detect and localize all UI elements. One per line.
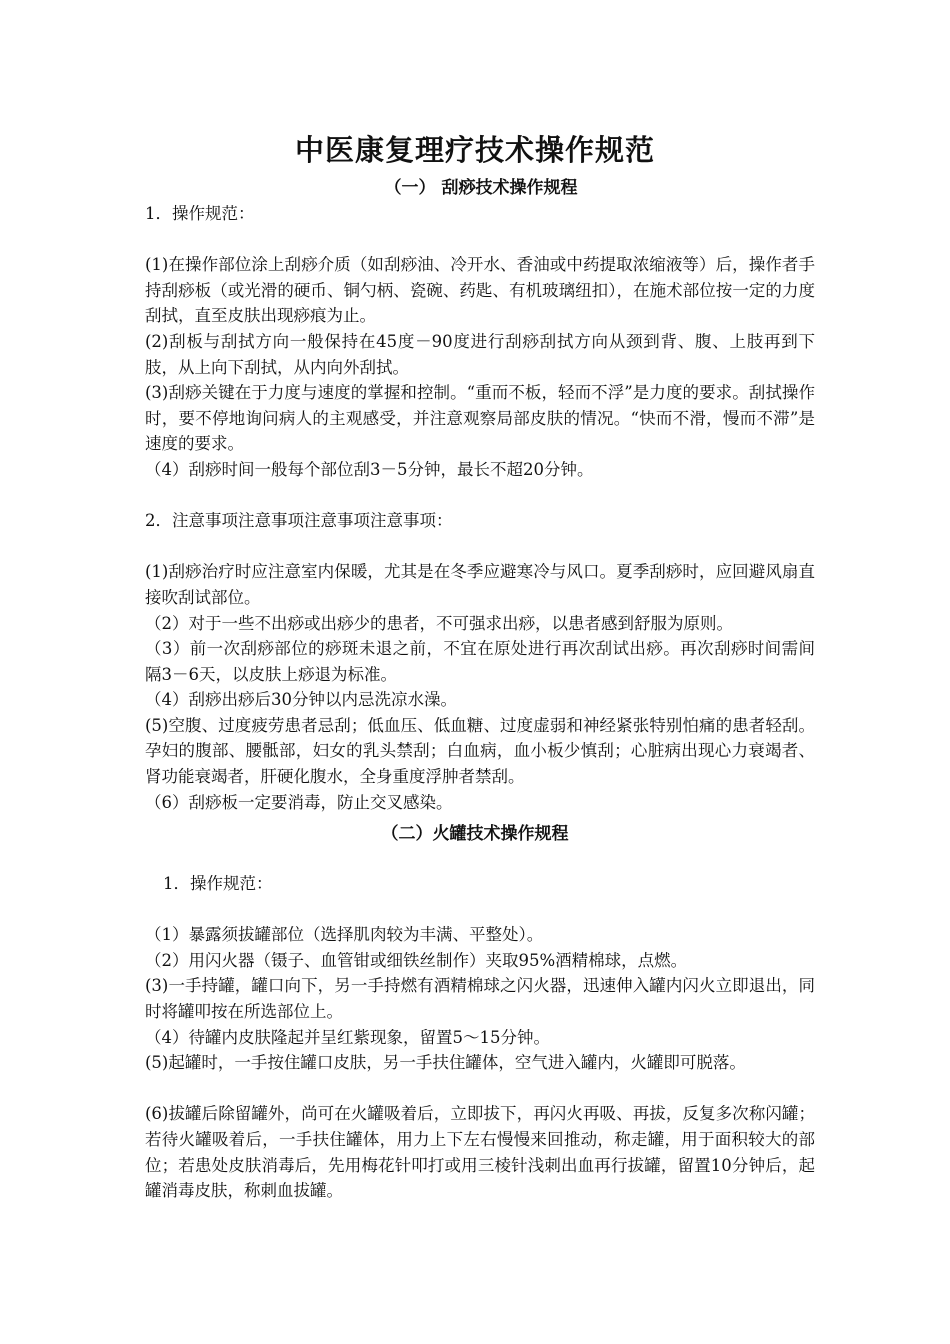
section-1-heading-operation: 1．操作规范： [145, 204, 255, 223]
section-1-item-1: (1)在操作部位涂上刮痧介质（如刮痧油、冷开水、香油或中药提取浓缩液等）后，操作者手持刮痧板（或光滑的硬币、铜勺柄、瓷碗、药匙、有机玻璃纽扣），在施术部位按一定的力度刮拭，直至皮肤出现痧痕为止。 [145, 255, 815, 326]
section-2-title: （二）火罐技术操作规程 [381, 824, 569, 844]
section-2-body [145, 871, 815, 1204]
section-2-heading-operation: 1．操作规范： [163, 874, 273, 893]
section-2-item-4: （4）待罐内皮肤隆起并呈红紫现象，留置5～15分钟。 [145, 1027, 550, 1047]
section-2-item-2: （2）用闪火器（镊子、血管钳或细铁丝制作）夹取95%酒精棉球，点燃。 [145, 950, 688, 970]
section-2-item-5: (5)起罐时，一手按住罐口皮肤，另一手扶住罐体，空气进入罐内，火罐即可脱落。 [145, 1053, 746, 1073]
section-1-item-3: (3)刮痧关键在于力度与速度的掌握和控制。“重而不板，轻而不浮”是力度的要求。刮拭操作时，要不停地询问病人的主观感受，并注意观察局部皮肤的情况。“快而不滑，慢而不滞”是速度的要求。 [145, 383, 815, 454]
document-title: 中医康复理疗技术操作规范 [294, 133, 655, 167]
section-1-item-4: （4）刮痧时间一般每个部位刮3－5分钟，最长不超20分钟。 [145, 459, 594, 479]
section-1-precaution-6: （6）刮痧板一定要消毒，防止交叉感染。 [145, 792, 453, 812]
section-2-item-3: (3)一手持罐，罐口向下，另一手持燃有酒精棉球之闪火器，迅速伸入罐内闪火立即退出，同时将罐叩按在所选部位上。 [145, 976, 815, 1021]
section-1-item-2: (2)刮板与刮拭方向一般保持在45度－90度进行刮痧刮拭方向从颈到背、腹、上肢再到下肢，从上向下刮拭，从内向外刮拭。 [145, 331, 815, 377]
section-1-precaution-5: (5)空腹、过度疲劳患者忌刮；低血压、低血糖、过度虚弱和神经紧张特别怕痛的患者轻刮。孕妇的腹部、腰骶部，妇女的乳头禁刮；白血病，血小板少慎刮；心脏病出现心力衰竭者、肾功能衰竭者，肝硬化腹水，全身重度浮肿者禁刮。 [145, 715, 815, 787]
section-1-precaution-3: （3）前一次刮痧部位的痧斑未退之前，不宜在原处进行再次刮试出痧。再次刮痧时间需间隔3－6天，以皮肤上痧退为标准。 [145, 639, 815, 684]
section-1-precaution-2: （2）对于一些不出痧或出痧少的患者，不可强求出痧，以患者感到舒服为原则。 [145, 613, 733, 633]
section-1-body [145, 201, 815, 815]
section-2-item-6: (6)拔罐后除留罐外，尚可在火罐吸着后，立即拔下，再闪火再吸、再拔，反复多次称闪罐；若待火罐吸着后，一手扶住罐体，用力上下左右慢慢来回推动，称走罐，用于面积较大的部位；若患处皮肤消毒后，先用梅花针叩打或用三棱针浅刺出血再行拔罐，留置10分钟后，起罐消毒皮肤，称刺血拔罐。 [145, 1104, 815, 1201]
section-2-item-1: （1）暴露须拔罐部位（选择肌肉较为丰满、平整处）。 [145, 925, 544, 945]
section-1-precaution-4: （4）刮痧出痧后30分钟以内忌洗凉水澡。 [145, 690, 457, 710]
section-1-precaution-1: (1)刮痧治疗时应注意室内保暖，尤其是在冬季应避寒冷与风口。夏季刮痧时，应回避风扇直接吹刮试部位。 [145, 562, 815, 607]
section-1-title: （一） 刮痧技术操作规程 [384, 178, 578, 198]
section-1-heading-precautions: 2．注意事项注意事项注意事项注意事项： [145, 511, 453, 531]
